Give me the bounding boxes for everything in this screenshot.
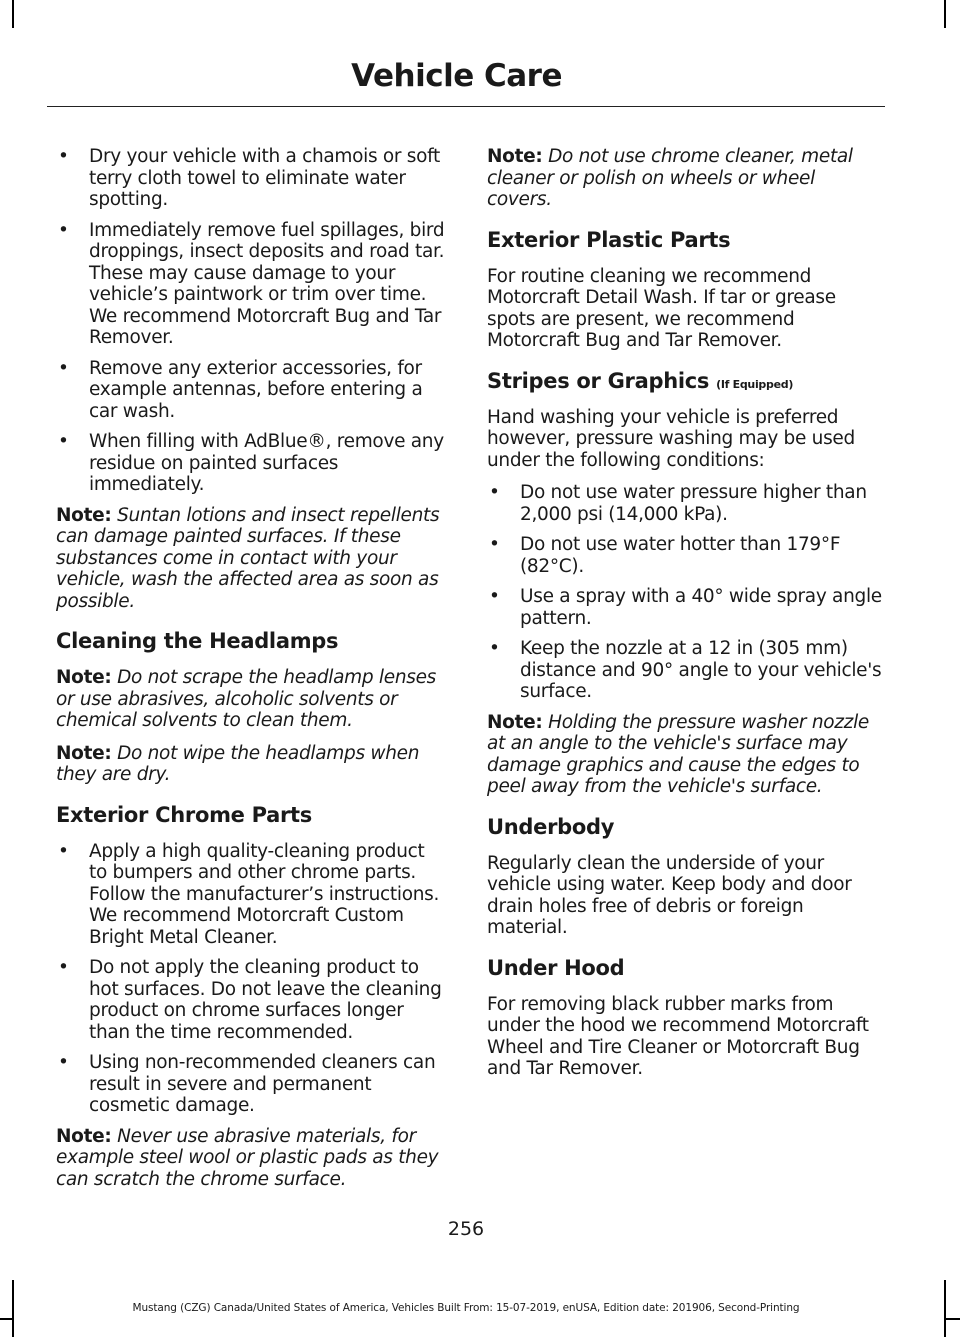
para-stripes: Hand washing your vehicle is preferred however, pressure washing may be used under the following conditions: bbox=[487, 406, 855, 471]
page-number: 256 bbox=[447, 1218, 485, 1240]
heading-cleaning-headlamps: Cleaning the Headlamps bbox=[56, 629, 339, 653]
bullet-glyph: • bbox=[58, 219, 69, 241]
para-under-hood: For removing black rubber marks from under the hood we recommend Motorcraft Wheel and Tire Cleaner or Motorcraft Bug and Tar Remover. bbox=[487, 993, 869, 1079]
heading-underbody: Underbody bbox=[487, 814, 615, 839]
list-item: • Remove any exterior accessories, for example antennas, before entering a car wash. bbox=[58, 357, 423, 422]
list-item: • Use a spray with a 40° wide spray angle pattern. bbox=[489, 586, 882, 629]
heading-stripes-graphics: Stripes or Graphics (If Equipped) bbox=[487, 368, 794, 393]
list-item: • Do not use water pressure higher than 2,000 psi (14,000 kPa). bbox=[489, 482, 867, 525]
heading-exterior-plastic: Exterior Plastic Parts bbox=[487, 227, 731, 252]
list-item: • Do not use water hotter than 179°F (82°C). bbox=[489, 534, 841, 577]
crop-mark-top-left bbox=[12, 0, 14, 28]
note-chrome-wheels: Note: Do not use chrome cleaner, metal cleaner or polish on wheels or wheel covers. bbox=[487, 146, 853, 210]
left-column bbox=[56, 146, 448, 1201]
list-item: • Do not apply the cleaning product to hot surfaces. Do not leave the cleaning product on chrome surfaces longer than the time recommended. bbox=[58, 957, 442, 1043]
header-divider bbox=[47, 106, 885, 107]
bullet-glyph: • bbox=[489, 586, 500, 607]
list-item: • Immediately remove fuel spillages, bird droppings, insect deposits and road tar. These may cause damage to your vehicle’s paintwork or trim over time. We recommend Motorcraft Bug and Tar Remover. bbox=[58, 219, 445, 348]
bullet-glyph: • bbox=[489, 482, 500, 503]
list-item: • Apply a high quality-cleaning product to bumpers and other chrome parts. Follow the manufacturer’s instructions. We recommend Motorcraft Custom Bright Metal Cleaner. bbox=[58, 840, 440, 948]
heading-under-hood: Under Hood bbox=[487, 955, 625, 980]
list-item: • Dry your vehicle with a chamois or soft terry cloth towel to eliminate water spotting. bbox=[58, 146, 441, 210]
crop-mark-bottom-left-h bbox=[0, 1318, 14, 1320]
bullet-glyph: • bbox=[58, 957, 69, 978]
right-column bbox=[487, 146, 883, 1091]
crop-mark-top-right bbox=[944, 0, 946, 28]
note-abrasive: Note: Never use abrasive materials, for example steel wool or plastic pads as they can scratch the chrome surface. bbox=[56, 1125, 439, 1190]
bullet-glyph: • bbox=[58, 840, 69, 862]
note-suntan: Note: Suntan lotions and insect repellents can damage painted surfaces. If these substances come in contact with your vehicle, wash the affected area as soon as possible. bbox=[56, 504, 440, 612]
bullet-glyph: • bbox=[489, 638, 500, 659]
note-pressure-nozzle: Note: Holding the pressure washer nozzle at an angle to the vehicle's surface may damage graphics and cause the edges to peel away from the vehicle's surface. bbox=[487, 711, 870, 797]
heading-exterior-chrome: Exterior Chrome Parts bbox=[56, 802, 312, 827]
note-headlamps-dry: Note: Do not wipe the headlamps when they are dry. bbox=[56, 742, 420, 785]
para-underbody: Regularly clean the underside of your vehicle using water. Keep body and door drain holes free of debris or foreign material. bbox=[487, 852, 852, 938]
page-footer: Mustang (CZG) Canada/United States of America, Vehicles Built From: 15-07-2019, enUSA, Edition date: 201906, Second-Printing bbox=[132, 1302, 800, 1314]
if-equipped-label: (If Equipped) bbox=[716, 377, 794, 391]
bullet-glyph: • bbox=[489, 534, 500, 555]
crop-mark-bottom-right-v bbox=[944, 1280, 946, 1337]
bullet-glyph: • bbox=[58, 357, 69, 379]
list-item: • When filling with AdBlue®, remove any residue on painted surfaces immediately. bbox=[58, 431, 444, 495]
bullet-glyph: • bbox=[58, 431, 69, 452]
list-item: • Keep the nozzle at a 12 in (305 mm) distance and 90° angle to your vehicle's surface. bbox=[489, 638, 882, 702]
note-headlamp-lenses: Note: Do not scrape the headlamp lenses or use abrasives, alcoholic solvents or chemical solvents to clean them. bbox=[56, 667, 437, 731]
bullet-glyph: • bbox=[58, 1052, 69, 1073]
bullet-glyph: • bbox=[58, 146, 69, 167]
list-item: • Using non-recommended cleaners can result in severe and permanent cosmetic damage. bbox=[58, 1052, 436, 1116]
crop-mark-bottom-right-h bbox=[944, 1318, 960, 1320]
page-header-title: Vehicle Care bbox=[351, 58, 562, 94]
para-plastic: For routine cleaning we recommend Motorcraft Detail Wash. If tar or grease spots are present, we recommend Motorcraft Bug and Tar Remover. bbox=[487, 265, 836, 351]
